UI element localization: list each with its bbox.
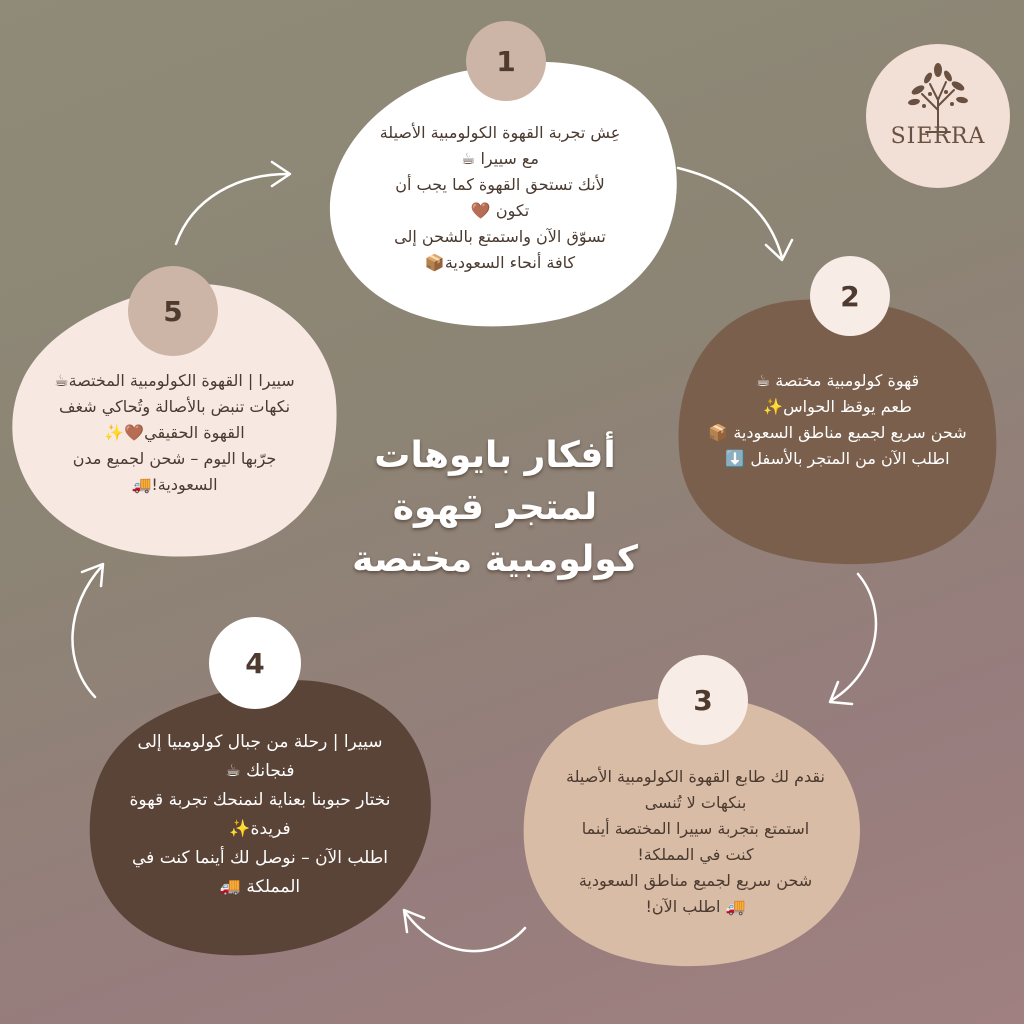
- step-1-line: عِش تجربة القهوة الكولومبية الأصيلة: [379, 123, 621, 142]
- logo-text: SIERRA: [890, 124, 986, 149]
- step-1-line: كافة أنحاء السعودية📦: [424, 253, 576, 272]
- step-5-line: القهوة الحقيقي🤎✨: [104, 423, 245, 442]
- arrow-4-to-5: [72, 566, 102, 697]
- step-2-line: اطلب الآن من المتجر بالأسفل ⬇️: [725, 449, 950, 468]
- title-line: كولومبية مختصة: [352, 539, 638, 580]
- step-3-number: 3: [658, 655, 748, 745]
- title-line: أفكار بايوهات: [374, 435, 616, 476]
- step-1-text: [345, 120, 655, 276]
- step-2-text: [690, 368, 985, 472]
- step-1-line: مع سييرا ☕: [461, 149, 539, 168]
- step-5-text: [22, 368, 327, 498]
- step-4-line: سييرا | رحلة من جبال كولومبيا إلى: [137, 732, 383, 752]
- step-5-line: جرّبها اليوم – شحن لجميع مدن: [72, 449, 277, 468]
- step-1-number: 1: [466, 21, 546, 101]
- step-4-number: 4: [209, 617, 301, 709]
- step-5-line: نكهات تنبض بالأصالة وتُحاكي شغف: [58, 397, 291, 416]
- step-2-line: شحن سريع لجميع مناطق السعودية 📦: [708, 423, 967, 442]
- step-4-line: فريدة✨: [229, 819, 291, 839]
- step-2-line: طعم يوقظ الحواس✨: [763, 397, 912, 416]
- step-3-line: كنت في المملكة!: [637, 845, 754, 864]
- coffee-tree-icon: [866, 44, 1010, 188]
- step-3-line: بنكهات لا تُنسى: [644, 793, 747, 812]
- step-3-line: نقدم لك طابع القهوة الكولومبية الأصيلة: [566, 767, 825, 786]
- step-3-line: استمتع بتجربة سييرا المختصة أينما: [581, 819, 810, 838]
- title-line: لمتجر قهوة: [392, 487, 598, 528]
- step-5-line: السعودية!🚚: [131, 475, 218, 494]
- brand-logo: [866, 44, 1010, 188]
- step-5-number: 5: [128, 266, 218, 356]
- step-4-text: [100, 728, 420, 902]
- step-2-number: 2: [810, 256, 890, 336]
- step-1-line: تكون 🤎: [470, 201, 530, 220]
- step-4-line: اطلب الآن – نوصل لك أينما كنت في: [132, 848, 388, 868]
- step-4-line: فنجانك ☕: [225, 761, 295, 781]
- step-3-line: 🚚 اطلب الآن!: [645, 897, 746, 916]
- page-title: [340, 430, 650, 586]
- step-3-line: شحن سريع لجميع مناطق السعودية: [578, 871, 813, 890]
- arrow-5-to-1: [176, 174, 288, 244]
- step-1-line: تسوّق الآن واستمتع بالشحن إلى: [394, 227, 606, 246]
- step-2-line: قهوة كولومبية مختصة ☕: [755, 371, 920, 390]
- step-4-line: المملكة 🚚: [219, 877, 301, 897]
- step-4-line: نختار حبوبنا بعناية لنمنحك تجربة قهوة: [129, 790, 391, 810]
- step-3-text: [538, 764, 853, 920]
- step-5-line: سييرا | القهوة الكولومبية المختصة☕: [54, 371, 295, 390]
- step-1-line: لأنك تستحق القهوة كما يجب أن: [395, 175, 605, 194]
